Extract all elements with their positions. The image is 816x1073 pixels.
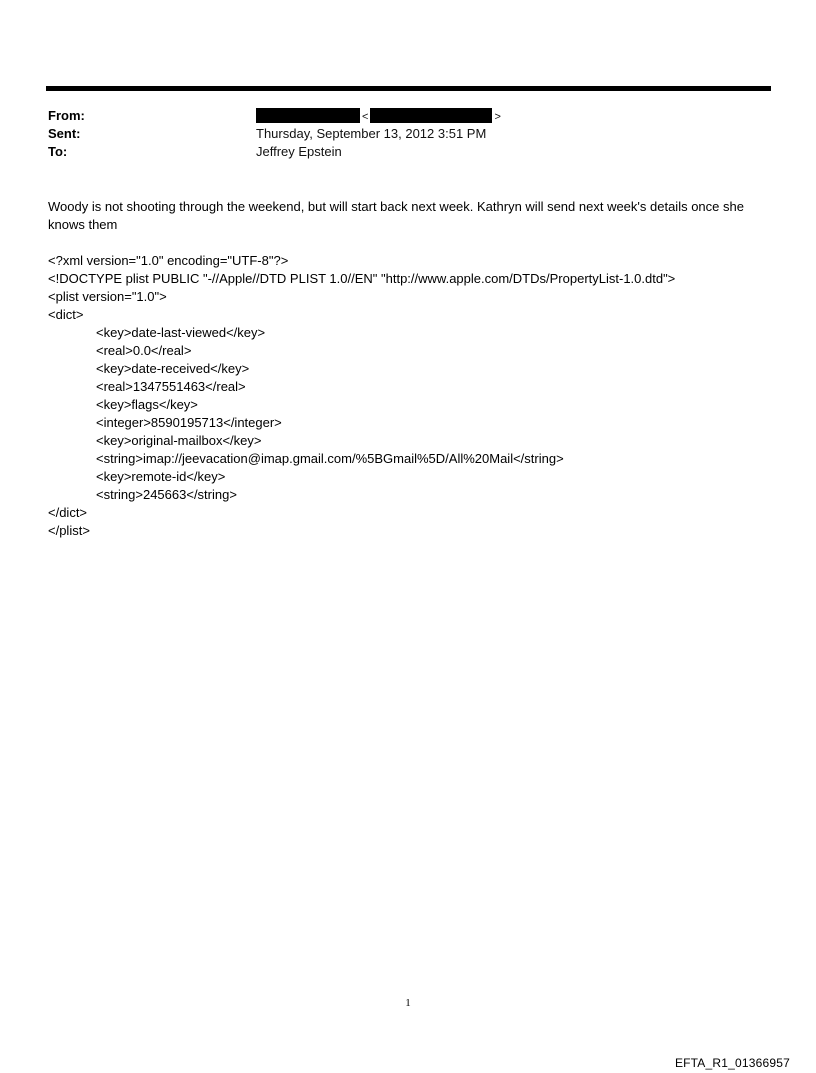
from-row (48, 107, 748, 125)
redacted-sender-email (370, 108, 492, 123)
redacted-sender-name (256, 108, 360, 123)
xml-line: <key>original-mailbox</key> (96, 433, 262, 448)
xml-line: <string>imap://jeevacation@imap.gmail.com/%5BGmail%5D/All%20Mail</string> (96, 451, 564, 466)
to-value: Jeffrey Epstein (256, 144, 342, 159)
xml-line: <?xml version="1.0" encoding="UTF-8"?> (48, 253, 289, 268)
xml-line: </plist> (48, 523, 90, 538)
page-number: 1 (405, 997, 411, 1009)
xml-line: <real>0.0</real> (96, 343, 192, 358)
from-value (256, 107, 503, 126)
sent-row (48, 125, 748, 143)
xml-line: <!DOCTYPE plist PUBLIC "-//Apple//DTD PLIST 1.0//EN" "http://www.apple.com/DTDs/PropertyList-1.0.dtd"> (48, 271, 676, 286)
xml-line: <key>date-last-viewed</key> (96, 325, 266, 340)
sent-label: Sent: (48, 126, 81, 141)
xml-line: <real>1347551463</real> (96, 379, 246, 394)
xml-line: <dict> (48, 307, 84, 322)
document-id: EFTA_R1_01366957 (674, 1056, 790, 1070)
to-row (48, 143, 748, 161)
xml-line: <integer>8590195713</integer> (96, 415, 282, 430)
from-label: From: (48, 108, 85, 123)
header-divider (46, 86, 771, 91)
email-body: Woody is not shooting through the weekend, but will start back next week. Kathryn will send next week's details once she knows them (48, 199, 744, 232)
from-open-angle: < (362, 111, 369, 123)
xml-line: <plist version="1.0"> (48, 289, 167, 304)
sent-value: Thursday, September 13, 2012 3:51 PM (256, 126, 487, 141)
to-label: To: (48, 144, 68, 159)
xml-plist-block (48, 252, 778, 540)
xml-line: </dict> (48, 505, 88, 520)
xml-line: <key>date-received</key> (96, 361, 250, 376)
from-close-angle: > (494, 111, 501, 123)
xml-line: <key>flags</key> (96, 397, 198, 412)
xml-line: <key>remote-id</key> (96, 469, 226, 484)
xml-line: <string>245663</string> (96, 487, 237, 502)
email-header (48, 107, 748, 161)
